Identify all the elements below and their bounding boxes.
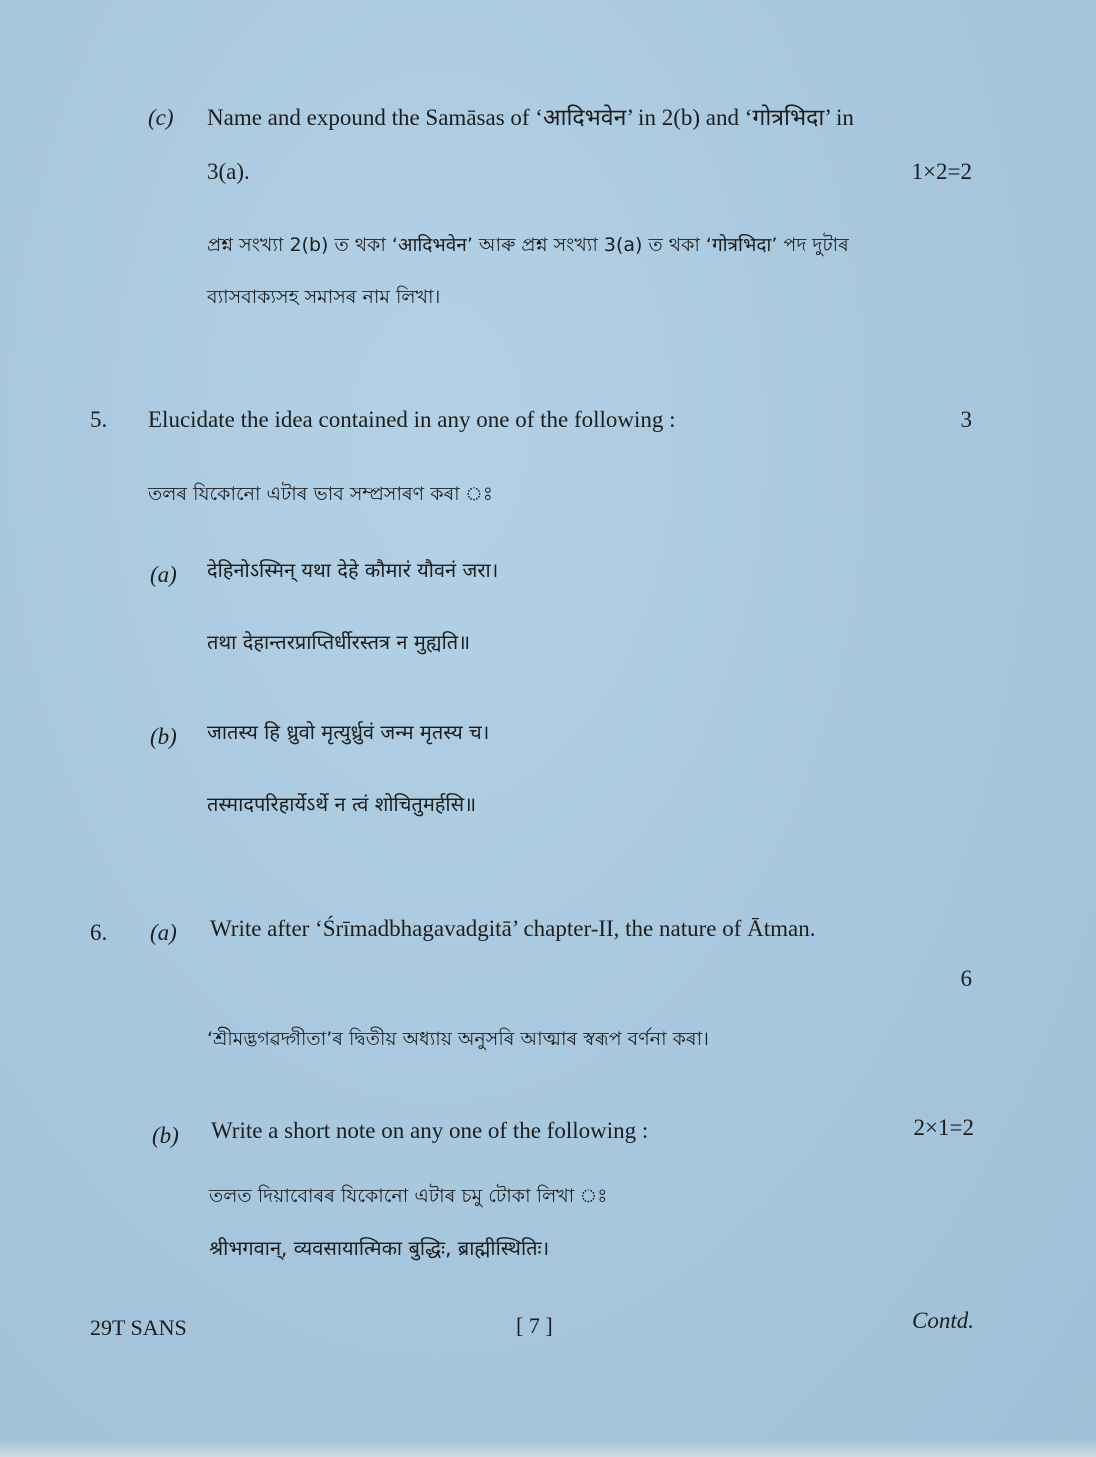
q5a-verse-line1: देहिनोऽस्मिन् यथा देहे कौमारं यौवनं जरा। (207, 558, 499, 582)
q6a-marks: 6 (960, 966, 972, 991)
q6a-question: Write after ‘Śrīmadbhagavadgitā’ chapter-II, the nature of Ātman. (210, 916, 816, 941)
footer-paper-code: 29T SANS (90, 1315, 187, 1340)
q6a-assamese: ‘শ্ৰীমদ্ভগৱদ্গীতা’ৰ দ্বিতীয় অধ্যায় অনুসৰি আত্মাৰ স্বৰূপ বৰ্ণনা কৰা। (207, 1028, 709, 1050)
q5b-label: (b) (150, 724, 177, 749)
q5-assamese: তলৰ যিকোনো এটাৰ ভাব সম্প্ৰসাৰণ কৰা ঃ (148, 483, 493, 505)
footer-page-number: [ 7 ] (516, 1313, 553, 1338)
q4c-assamese-line1: প্ৰশ্ন সংখ্যা 2(b) ত থকা ‘आदिभवेन’ আৰু প্ৰশ্ন সংখ্যা 3(a) ত থকা ‘गोत्रभिदा’ পদ দুটাৰ (207, 234, 849, 256)
q6a-label: (a) (150, 920, 177, 945)
q5b-verse-line1: जातस्य हि ध्रुवो मृत्युर्ध्रुवं जन्म मृतस्य च। (207, 720, 490, 744)
q5-number: 5. (90, 407, 108, 432)
q5b-verse-line2: तस्मादपरिहार्येऽर्थे न त्वं शोचितुमर्हसि॥ (207, 792, 477, 816)
q5-question: Elucidate the idea contained in any one of the following : (148, 407, 676, 432)
q4c-question-line2: 3(a). (207, 159, 250, 184)
q4c-label: (c) (148, 105, 174, 130)
q6b-label: (b) (152, 1123, 179, 1148)
q5-marks: 3 (960, 407, 972, 432)
q6b-assamese: তলত দিয়াবোৰৰ যিকোনো এটাৰ চমু টোকা লিখা ঃ (209, 1185, 608, 1207)
q6b-marks: 2×1=2 (913, 1115, 974, 1140)
footer-contd: Contd. (912, 1308, 974, 1333)
q6b-options: श्रीभगवान्, व्यवसायात्मिका बुद्धिः, ब्राह्मीस्थितिः। (209, 1236, 550, 1260)
q5a-label: (a) (150, 562, 177, 587)
q4c-marks: 1×2=2 (911, 159, 972, 184)
q6b-question: Write a short note on any one of the following : (211, 1118, 649, 1143)
q6-number: 6. (90, 920, 108, 945)
q4c-question-line1: Name and expound the Samāsas of ‘आदिभवेन’ in 2(b) and ‘गोत्रभिदा’ in (207, 105, 854, 130)
q4c-assamese-line2: ব্যাসবাক্যসহ সমাসৰ নাম লিখা। (207, 286, 441, 308)
page-bottom-edge (0, 1440, 1096, 1457)
q5a-verse-line2: तथा देहान्तरप्राप्तिर्धीरस्तत्र न मुह्यति॥ (207, 630, 471, 654)
